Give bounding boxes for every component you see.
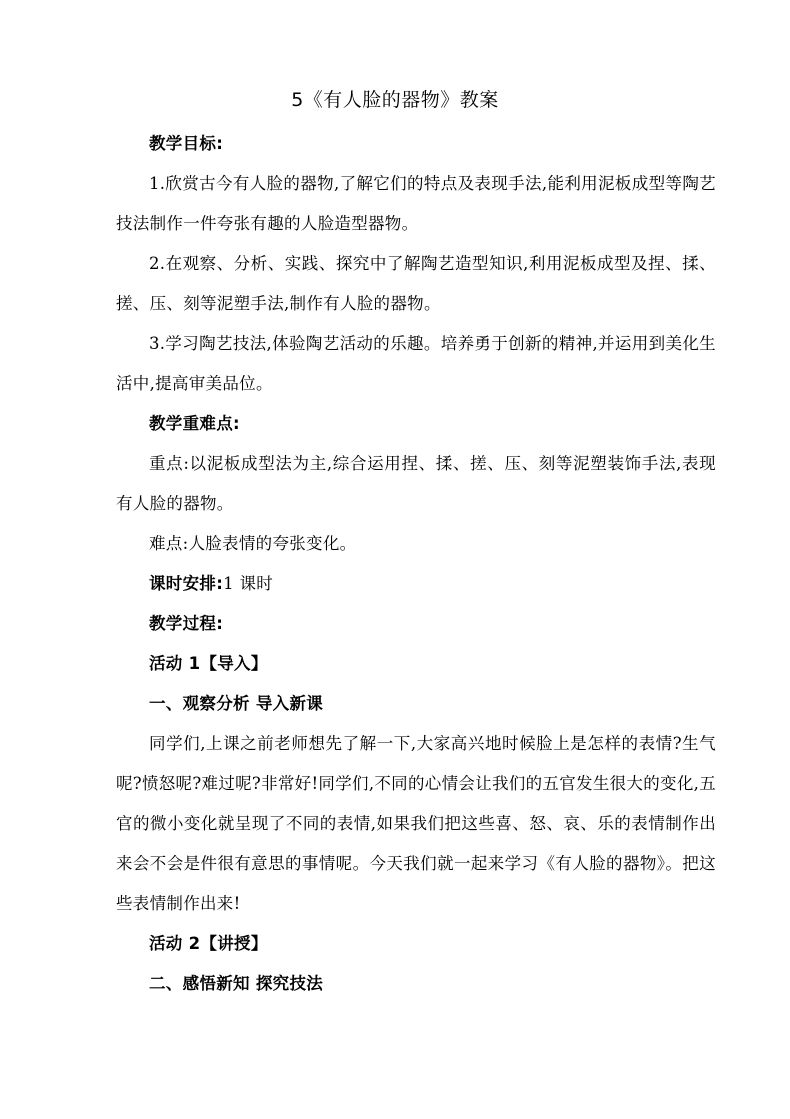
activity-1-heading: 活动 1【导入】 <box>149 654 268 673</box>
document-body <box>116 124 716 1004</box>
section-1-heading: 一、观察分析 导入新课 <box>149 694 324 713</box>
process-heading: 教学过程: <box>149 614 224 633</box>
schedule-label: 课时安排: <box>149 574 224 593</box>
activity-2-heading: 活动 2【讲授】 <box>149 934 268 953</box>
goal-item-1: 1.欣赏古今有人脸的器物,了解它们的特点及表现手法,能利用泥板成型等陶艺技法制作一件夸张有趣的人脸造型器物。 <box>116 174 716 233</box>
schedule-value: 1 课时 <box>223 574 274 593</box>
intro-paragraph: 同学们,上课之前老师想先了解一下,大家高兴地时候脸上是怎样的表情?生气呢?愤怒呢?难过呢?非常好!同学们,不同的心情会让我们的五官发生很大的变化,五官的微小变化就呈现了不同的表情,如果我们把这些喜、怒、哀、乐的表情制作出来会不会是件很有意思的事情呢。今天我们就一起来学习《有人脸的器物》。把这些表情制作出来! <box>116 734 716 913</box>
section-2-heading: 二、感悟新知 探究技法 <box>149 974 324 993</box>
key-point: 重点:以泥板成型法为主,综合运用捏、揉、搓、压、刻等泥塑装饰手法,表现有人脸的器物。 <box>116 454 716 513</box>
schedule-line <box>116 564 716 604</box>
goals-heading: 教学目标: <box>149 134 224 153</box>
goal-item-2: 2.在观察、分析、实践、探究中了解陶艺造型知识,利用泥板成型及捏、揉、搓、压、刻等泥塑手法,制作有人脸的器物。 <box>116 254 716 313</box>
hard-point: 难点:人脸表情的夸张变化。 <box>149 534 357 553</box>
page-title: 5《有人脸的器物》教案 <box>291 89 499 111</box>
goal-item-3: 3.学习陶艺技法,体验陶艺活动的乐趣。培养勇于创新的精神,并运用到美化生活中,提高审美品位。 <box>116 334 716 393</box>
difficulty-heading: 教学重难点: <box>149 414 240 433</box>
